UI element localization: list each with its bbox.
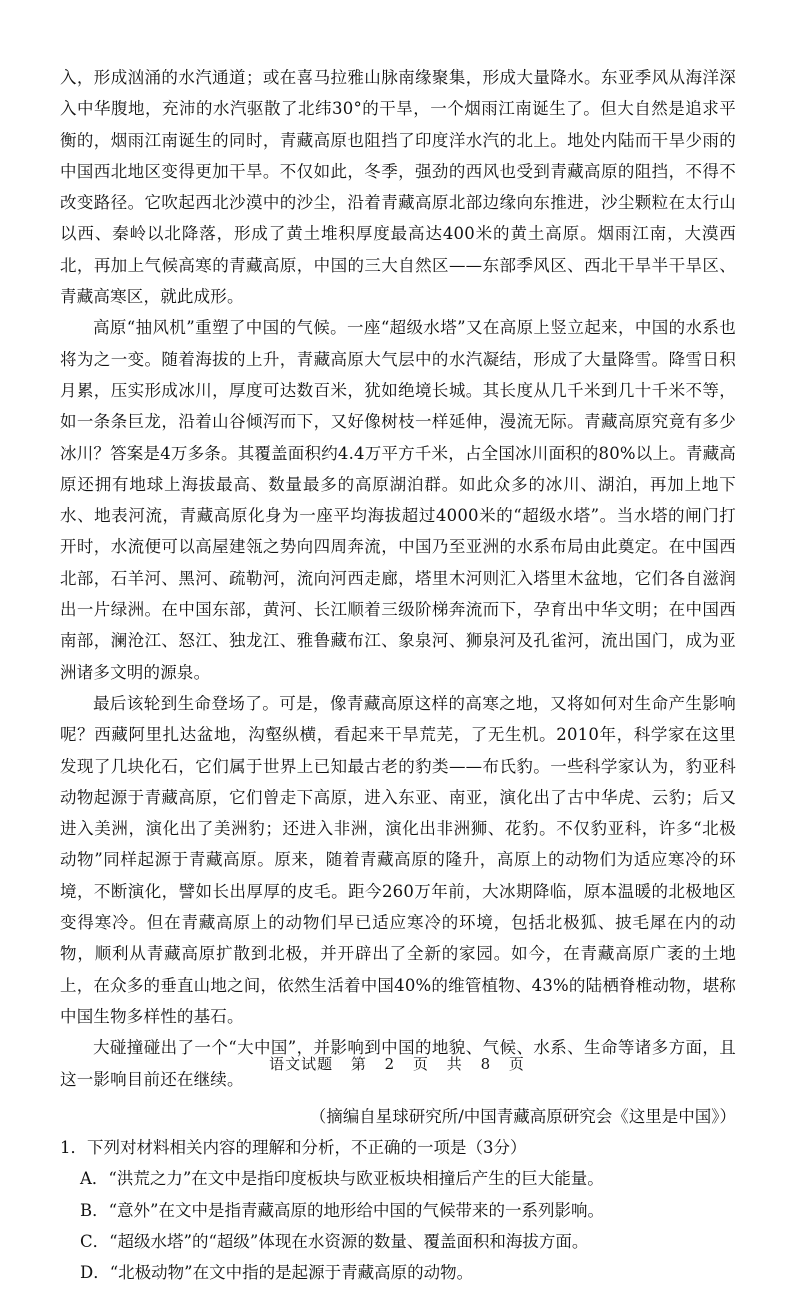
option-b: B．“意外”在文中是指青藏高原的地形给中国的气候带来的一系列影响。 bbox=[80, 1200, 604, 1220]
footer-ye-2: 页 bbox=[508, 1055, 525, 1073]
question-1 bbox=[60, 1132, 736, 1288]
passage-paragraph-2: 高原“抽风机”重塑了中国的气候。一座“超级水塔”又在高原上竖立起来，中国的水系也将为之一变。随着海拔的上升，青藏高原大气层中的水汽凝结，形成了大量降雪。降雪日积月累，压实形成冰川，厚度可达数百米，犹如绝境长城。其长度从几千米到几十千米不等，如一条条巨龙，沿着山谷倾泻而下，又好像树枝一样延伸，漫流无际。青藏高原究竟有多少冰川？答案是4万多条。其覆盖面积约4.4万平方千米，占全国冰川面积的80%以上。青藏高原还拥有地球上海拔最高、数量最多的高原湖泊群。如此众多的冰川、湖泊，再加上地下水、地表河流，青藏高原化身为一座平均海拔超过4000米的“超级水塔”。当水塔的闸门打开时，水流便可以高屋建瓴之势向四周奔流，中国乃至亚洲的水系布局由此奠定。在中国西北部，石羊河、黑河、疏勒河，流向河西走廊，塔里木河则汇入塔里木盆地，它们各自滋润出一片绿洲。在中国东部，黄河、长江顺着三级阶梯奔流而下，孕育出中华文明；在中国西南部，澜沧江、怒江、独龙江、雅鲁藏布江、象泉河、狮泉河及孔雀河，流出国门，成为亚洲诸多文明的源泉。 bbox=[60, 318, 737, 682]
footer-total-pages: 8 bbox=[480, 1055, 492, 1073]
page-footer bbox=[0, 1053, 794, 1074]
question-stem: 1．下列对材料相关内容的理解和分析，不正确的一项是（3分） bbox=[60, 1138, 527, 1158]
footer-page-number: 2 bbox=[384, 1055, 396, 1073]
exam-page bbox=[60, 62, 736, 1289]
option-d: D．“北极动物”在文中指的是起源于青藏高原的动物。 bbox=[80, 1263, 474, 1283]
reading-passage bbox=[60, 62, 736, 1132]
passage-paragraph-3: 最后该轮到生命登场了。可是，像青藏高原这样的高寒之地，又将如何对生命产生影响呢？西藏阿里扎达盆地，沟壑纵横，看起来干旱荒芜，了无生机。2010年，科学家在这里发现了几块化石，它们属于世界上已知最古老的豹类——布氏豹。一些科学家认为，豹亚科动物起源于青藏高原，它们曾走下高原，进入东亚、南亚，演化出了古中华虎、云豹；后又进入美洲，演化出了美洲豹；还进入非洲，演化出非洲狮、花豹。不仅豹亚科，许多“北极动物”同样起源于青藏高原。原来，随着青藏高原的隆升，高原上的动物们为适应寒冷的环境，不断演化，譬如长出厚厚的皮毛。距今260万年前，大冰期降临，原本温暖的北极地区变得寒冷。但在青藏高原上的动物们早已适应寒冷的环境，包括北极狐、披毛犀在内的动物，顺利从青藏高原扩散到北极，并开辟出了全新的家园。如今，在青藏高原广袤的土地上，在众多的垂直山地之间，依然生活着中国40%的维管植物、43%的陆栖脊椎动物，堪称中国生物多样性的基石。 bbox=[60, 693, 736, 1026]
option-a: A．“洪荒之力”在文中是指印度板块与欧亚板块相撞后产生的巨大能量。 bbox=[80, 1169, 604, 1189]
footer-subject: 语文试题 bbox=[269, 1055, 334, 1073]
passage-paragraph-4: 大碰撞碰出了一个“大中国”，并影响到中国的地貌、气候、水系、生命等诸多方面，且这一影响目前还在继续。 bbox=[60, 1038, 736, 1089]
passage-paragraph-1: 入，形成汹涌的水汽通道；或在喜马拉雅山脉南缘聚集，形成大量降水。东亚季风从海洋深入中华腹地，充沛的水汽驱散了北纬30°的干旱，一个烟雨江南诞生了。但大自然是追求平衡的，烟雨江南诞生的同时，青藏高原也阻挡了印度洋水汽的北上。地处内陆而干旱少雨的中国西北地区变得更加干旱。不仅如此，冬季，强劲的西风也受到青藏高原的阻挡，不得不改变路径。它吹起西北沙漠中的沙尘，沿着青藏高原北部边缘向东推进，沙尘颗粒在太行山以西、秦岭以北降落，形成了黄土堆积厚度最高达400米的黄土高原。烟雨江南，大漠西北，再加上气候高寒的青藏高原，中国的三大自然区——东部季风区、西北干旱半干旱区、青藏高寒区，就此成形。 bbox=[60, 68, 736, 307]
footer-di: 第 bbox=[350, 1055, 367, 1073]
option-c: C．“超级水塔”的“超级”体现在水资源的数量、覆盖面积和海拔方面。 bbox=[80, 1231, 589, 1251]
footer-ye: 页 bbox=[412, 1055, 429, 1073]
footer-gong: 共 bbox=[446, 1055, 463, 1073]
passage-source: （摘编自星球研究所/中国青藏高原研究会《这里是中国》） bbox=[309, 1106, 736, 1126]
